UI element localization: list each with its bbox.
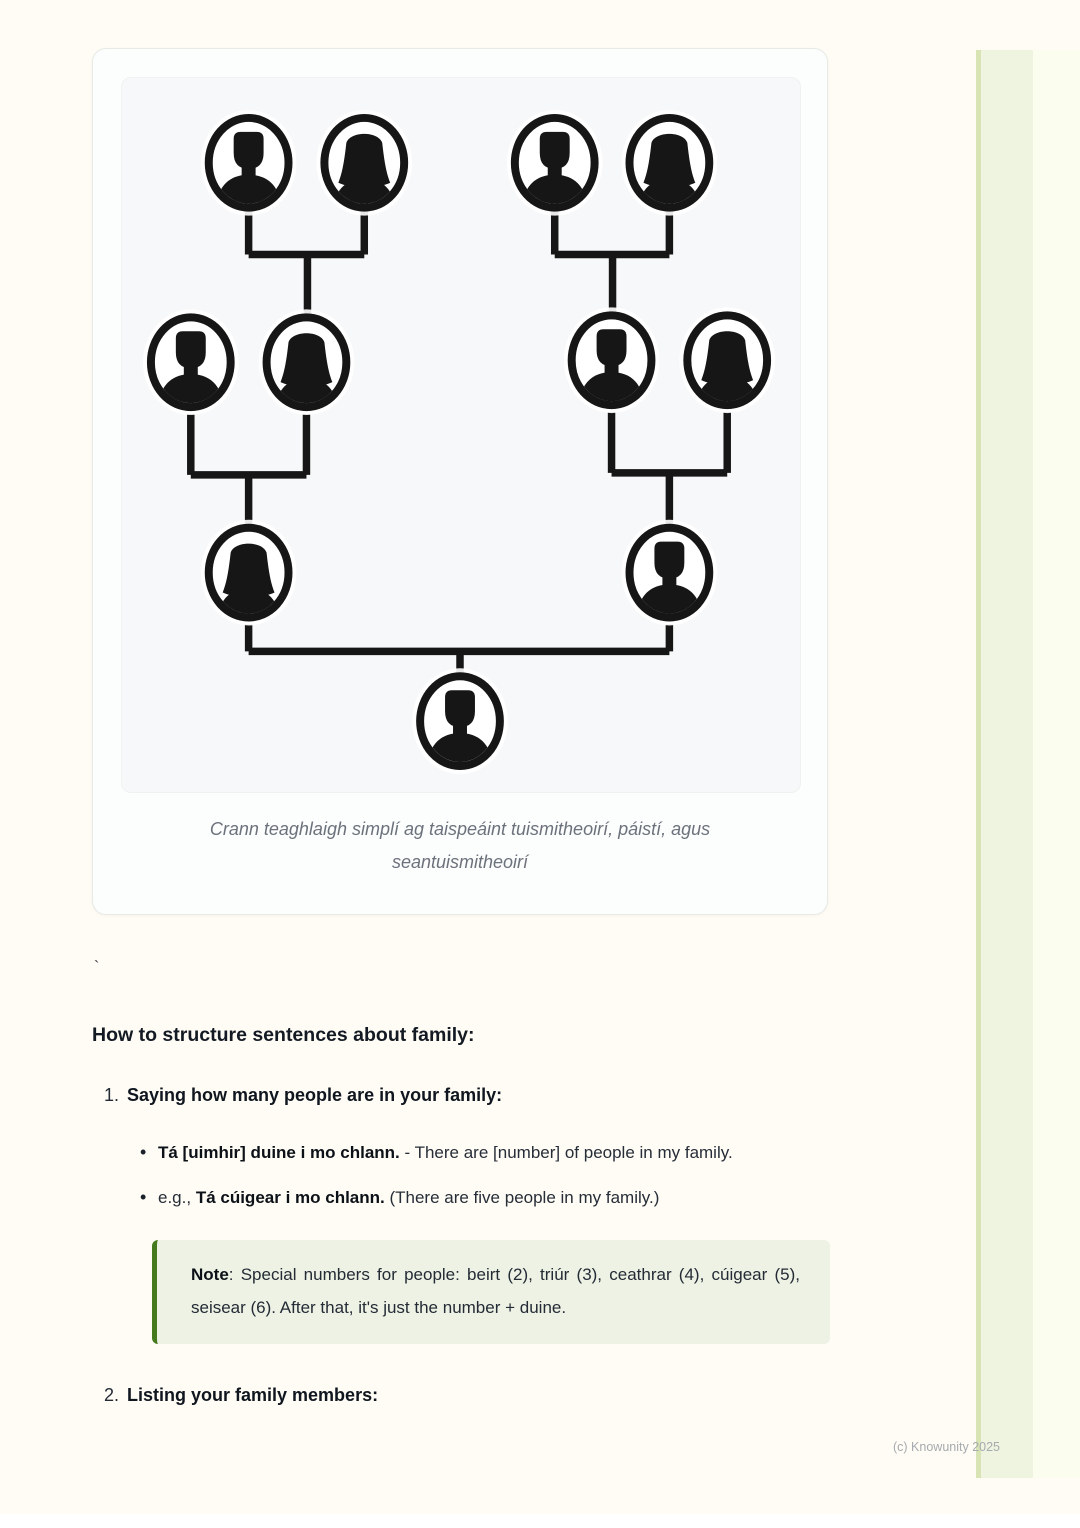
bullet-list <box>140 1136 836 1214</box>
right-rail-pale <box>1033 50 1080 1478</box>
grandfather-right-avatar <box>507 110 603 216</box>
bullet-text: • Tá [uimhir] duine i mo chlann. - There are [number] of people in my family. <box>158 1143 733 1162</box>
father-left-avatar <box>143 309 239 415</box>
bullet-text: • e.g., Tá cúigear i mo chlann. (There are five people in my family.) <box>158 1188 660 1207</box>
item-title: Listing your family members: <box>127 1385 379 1405</box>
grandmother-right-avatar <box>622 110 718 216</box>
grandfather-left-avatar <box>201 110 297 216</box>
stray-backtick: ` <box>94 959 100 976</box>
copyright-watermark: (c) Knowunity 2025 <box>893 1440 1001 1454</box>
daughter-avatar <box>201 520 297 626</box>
family-tree-diagram <box>122 78 800 792</box>
document-body <box>92 958 836 1408</box>
note-callout <box>152 1240 830 1344</box>
son-avatar <box>622 520 718 626</box>
item-number: 2. <box>104 1385 120 1405</box>
mother-right-avatar <box>679 307 775 413</box>
note-label: Note <box>191 1265 229 1284</box>
figure-caption <box>123 813 797 879</box>
numbered-item-2 <box>104 1382 836 1408</box>
grandmother-left-avatar <box>316 110 412 216</box>
figure-caption-text: Crann teaghlaigh simplí ag taispeáint tuismitheoirí, páistí, agus seantuismitheoirí <box>209 819 711 872</box>
item-number: 1. <box>104 1085 120 1105</box>
family-link <box>249 209 365 317</box>
family-link <box>191 414 307 527</box>
mother-left-avatar <box>259 309 355 415</box>
list-item <box>140 1136 836 1169</box>
list-item <box>140 1181 836 1214</box>
section-heading: How to structure sentences about family: <box>92 1024 475 1046</box>
family-tree-panel <box>121 77 801 793</box>
father-right-avatar <box>564 307 660 413</box>
note-text: : Special numbers for people: beirt (2), triúr (3), ceathrar (4), cúigear (5), seisear (6). After that, it's just the number + duine. <box>191 1265 800 1317</box>
family-tree-card <box>92 48 828 915</box>
family-link <box>555 209 670 315</box>
grandchild-avatar <box>412 668 508 774</box>
right-rail-strip <box>981 50 1033 1478</box>
item-title: Saying how many people are in your family: <box>127 1085 503 1105</box>
family-link <box>612 412 728 527</box>
numbered-item-1 <box>104 1082 836 1108</box>
